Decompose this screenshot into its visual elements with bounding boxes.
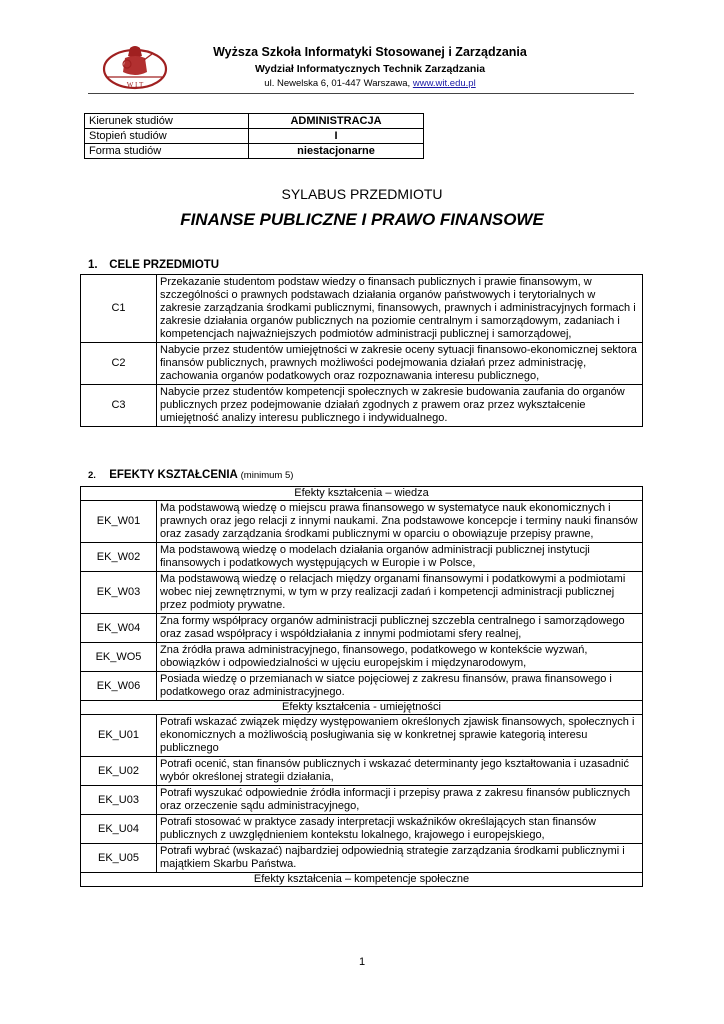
subject-title: FINANSE PUBLICZNE I PRAWO FINANSOWE: [180, 210, 544, 229]
outcomes-table: [80, 486, 643, 887]
table-row: [81, 815, 643, 844]
info-label: Forma studiów: [85, 144, 249, 159]
goal-code: C2: [81, 343, 157, 385]
info-value: niestacjonarne: [249, 144, 424, 159]
address-text: ul. Newelska 6, 01-447 Warszawa,: [264, 78, 411, 89]
table-row: [81, 672, 643, 701]
knowledge-header: Efekty kształcenia – wiedza: [81, 487, 643, 501]
outcome-code: EK_U02: [81, 757, 157, 786]
info-label: Kierunek studiów: [85, 114, 249, 129]
table-row: [81, 385, 643, 427]
outcome-code: EK_W06: [81, 672, 157, 701]
school-crest-icon: [100, 42, 170, 94]
info-value: ADMINISTRACJA: [249, 114, 424, 129]
table-row: [81, 757, 643, 786]
outcome-text: Ma podstawową wiedzę o miejscu prawa finansowego w systematyce nauk ekonomicznych i prawnych oraz jego relacji z innymi naukami. Zna podstawowe koncepcje i terminy nauki finansów oraz zasady zarządzania środkami publicznymi w oparciu o obowiązuje przepisy prawne,: [157, 501, 643, 543]
outcome-code: EK_WO5: [81, 643, 157, 672]
outcome-code: EK_W01: [81, 501, 157, 543]
outcome-code: EK_U01: [81, 715, 157, 757]
table-row: [81, 275, 643, 343]
outcome-text: Potrafi stosować w praktyce zasady interpretacji wskaźników określających stan finansów publicznych z uwzględnieniem kontekstu lokalnego, krajowego i europejskiego,: [157, 815, 643, 844]
table-row: [81, 701, 643, 715]
school-name: Wyższa Szkoła Informatyki Stosowanej i Zarządzania: [213, 45, 527, 59]
outcome-text: Potrafi wyszukać odpowiednie źródła informacji i przepisy prawa z zakresu finansów publicznych oraz orzeczenie sądu administracyjnego,: [157, 786, 643, 815]
section-number: 2.: [88, 470, 96, 481]
outcome-text: Posiada wiedzę o przemianach w siatce pojęciowej z zakresu finansów, prawa finansowego i podatkowego oraz administracyjnego.: [157, 672, 643, 701]
goal-text: Nabycie przez studentów umiejętności w zakresie oceny sytuacji finansowo-ekonomicznej sektora finansów publicznych, prawnych możliwości podejmowania działań przez administrację, zachowania organów podatkowych oraz rozpoznawania interesu publicznego,: [157, 343, 643, 385]
table-row: [81, 614, 643, 643]
table-row: [81, 487, 643, 501]
table-row: [81, 343, 643, 385]
outcome-text: Ma podstawową wiedzę o modelach działania organów administracji publicznej instytucji finansowych i podatkowych występujących w Europie i w Polsce,: [157, 543, 643, 572]
table-row: [81, 786, 643, 815]
info-value: I: [249, 129, 424, 144]
goal-code: C3: [81, 385, 157, 427]
section-note: (minimum 5): [240, 470, 294, 481]
study-info-table: [84, 113, 424, 159]
outcome-code: EK_W02: [81, 543, 157, 572]
skills-header: Efekty kształcenia - umiejętności: [81, 701, 643, 715]
table-row: [81, 715, 643, 757]
outcome-code: EK_U05: [81, 844, 157, 873]
table-row: [81, 643, 643, 672]
table-row: [85, 129, 424, 144]
table-row: [81, 572, 643, 614]
table-row: [85, 144, 424, 159]
goals-table: [80, 274, 643, 427]
school-address: [190, 78, 550, 89]
outcome-text: Ma podstawową wiedzę o relacjach między organami finansowymi i podatkowymi a podmiotami wobec niej zewnętrznymi, w tym w przy realizacji zadań i kompetencji administracji publicznej przez podmioty prywatne.: [157, 572, 643, 614]
header-divider: [88, 93, 634, 94]
table-row: [81, 873, 643, 887]
social-competence-header: Efekty kształcenia – kompetencje społeczne: [81, 873, 643, 887]
outcome-code: EK_U04: [81, 815, 157, 844]
info-label: Stopień studiów: [85, 129, 249, 144]
table-row: [81, 543, 643, 572]
outcome-code: EK_W03: [81, 572, 157, 614]
page-number: 1: [358, 956, 366, 968]
website-link[interactable]: www.wit.edu.pl: [412, 78, 476, 89]
outcome-text: Potrafi wskazać związek między występowaniem określonych zjawisk finansowych, społecznych i ekonomicznych a możliwością posługiwania się w konkretnej sprawie kategorią interesu publicznego: [157, 715, 643, 757]
faculty-name: Wydział Informatycznych Technik Zarządzania: [254, 63, 486, 75]
school-logo: [100, 42, 170, 94]
table-row: [81, 844, 643, 873]
section-heading-goals: [88, 259, 219, 271]
section-heading-outcomes: [88, 469, 293, 481]
svg-text:W I T: W I T: [126, 81, 144, 89]
outcome-code: EK_U03: [81, 786, 157, 815]
goal-text: Przekazanie studentom podstaw wiedzy o finansach publicznych i prawie finansowym, w szczególności o prawnych podstawach działania organów państwowych i terytorialnych w zakresie zarządzania środkami publicznymi, finansowych, prawnych i administracyjnych formach i zakresie działania organów publicznych na poziomie centralnym i samorządowym, zadaniach i kompetencjach najważniejszych podmiotów administracji publicznej i samorządowej,: [157, 275, 643, 343]
outcome-text: Potrafi ocenić, stan finansów publicznych i wskazać determinanty jego kształtowania i uzasadnić wybór określonej strategii działania,: [157, 757, 643, 786]
goal-text: Nabycie przez studentów kompetencji społecznych w zakresie budowania zaufania do organów publicznych przez podejmowanie działań zgodnych z prawem oraz przez wykształcenie umiejętność analizy interesu publicznego i indywidualnego.: [157, 385, 643, 427]
goal-code: C1: [81, 275, 157, 343]
table-row: [85, 114, 424, 129]
outcome-text: Zna źródła prawa administracyjnego, finansowego, podatkowego w kontekście wyzwań, obowiązków i odpowiedzialności w ujęciu europejskim i międzynarodowym,: [157, 643, 643, 672]
section-title: CELE PRZEDMIOTU: [109, 259, 220, 271]
section-number: 1.: [88, 259, 98, 271]
section-title: EFEKTY KSZTAŁCENIA: [109, 469, 238, 481]
syllabus-title: SYLABUS PRZEDMIOTU: [281, 186, 443, 202]
outcome-code: EK_W04: [81, 614, 157, 643]
table-row: [81, 501, 643, 543]
outcome-text: Potrafi wybrać (wskazać) najbardziej odpowiednią strategie zarządzania środkami publicznymi i majątkiem Skarbu Państwa.: [157, 844, 643, 873]
outcome-text: Zna formy współpracy organów administracji publicznej szczebla centralnego i samorządowego oraz zasad współpracy i współdziałania z innymi podmiotami sfery realnej,: [157, 614, 643, 643]
